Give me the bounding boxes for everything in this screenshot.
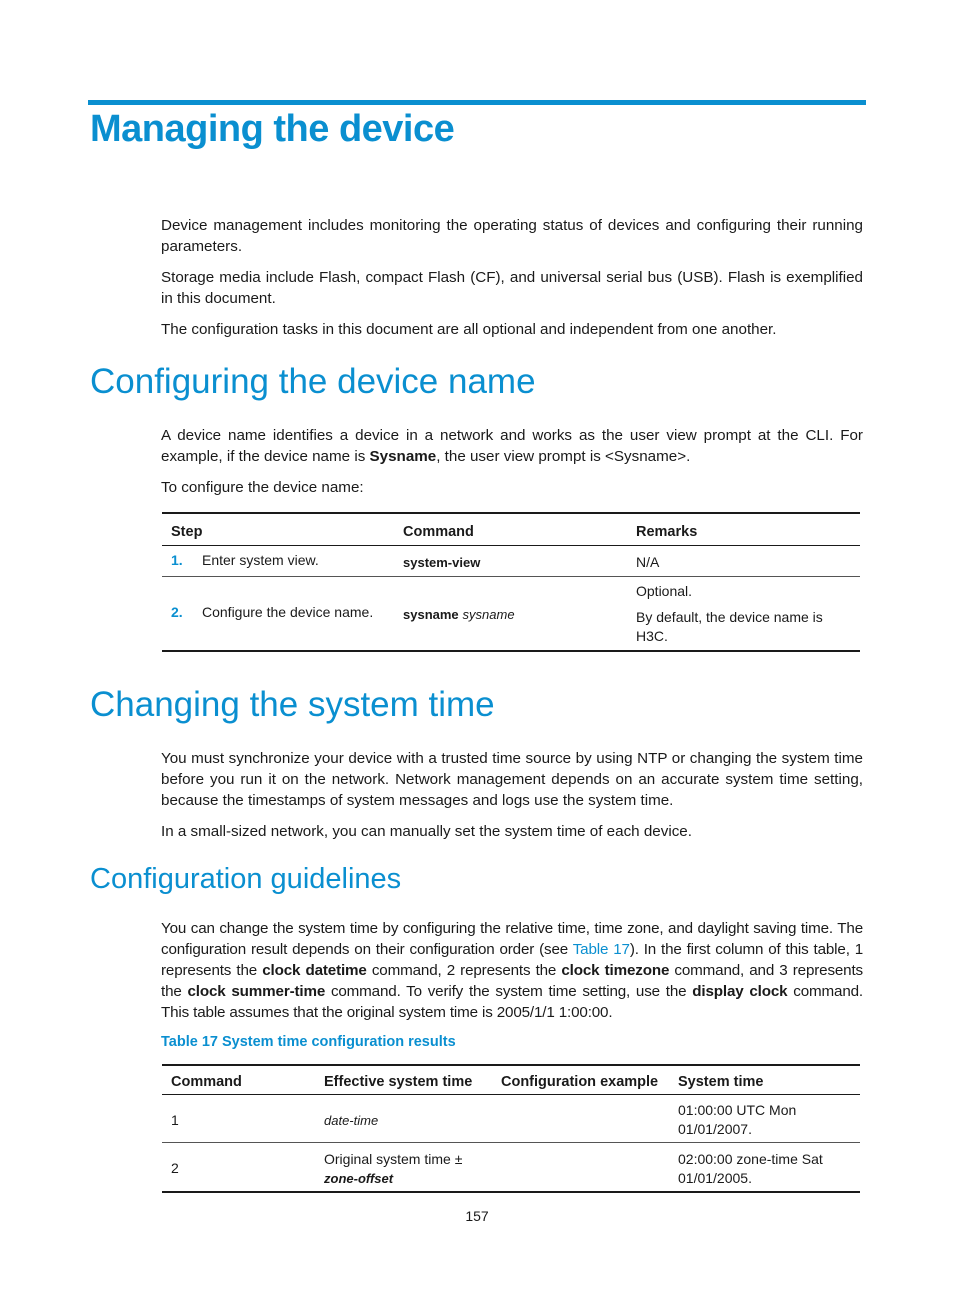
system-time-cell: 01:00:00 UTC Mon [678,1102,797,1118]
command-text: sysname sysname [403,607,515,622]
heading-top-bar [88,100,866,105]
chapter-title: Managing the device [90,108,455,150]
system-time-cell: 01/01/2005. [678,1170,752,1186]
command-text: system-view [403,555,481,570]
step-number: 2. [171,604,183,620]
col-header-command: Command [171,1074,242,1090]
section-title-system-time: Changing the system time [90,685,495,724]
effective-time-cell: zone-offset [324,1171,394,1186]
system-time-paragraph-2: In a small-sized network, you can manually set the system time of each device. [161,823,692,840]
remarks-text: N/A [636,554,660,570]
step-number: 1. [171,552,183,568]
col-header-config-example: Configuration example [501,1074,659,1090]
remarks-text: H3C. [636,628,668,644]
intro-paragraph-3: The configuration tasks in this document are all optional and independent from one another. [161,321,777,338]
subsection-title-guidelines: Configuration guidelines [90,863,402,895]
col-header-system-time: System time [678,1074,764,1090]
effective-time-cell: Original system time ± [324,1151,463,1167]
system-time-paragraph-1: You must synchronize your device with a trusted time source by using NTP or changing the system time before you run it on the network. Network management depends on an accurate system time setting, because the timestamps of system messages and logs use the system time. [161,750,863,809]
guidelines-paragraph: You can change the system time by configuring the relative time, time zone, and daylight saving time. The configuration result depends on their configuration order (see Table 17). In the first column of this table, 1 represents the clock datetime command, 2 represents the clock timezone command, and 3 represents the clock summer-time command. To verify the system time setting, use the display clock command. This table assumes that the original system time is 2005/1/1 1:00:00. [161,920,863,1021]
col-header-command: Command [403,524,474,540]
sysname-keyword: Sysname [369,448,437,465]
page-number: 157 [465,1208,489,1224]
system-time-cell: 01/01/2007. [678,1121,752,1137]
col-header-effective-time: Effective system time [324,1074,473,1090]
intro-paragraph-2: Storage media include Flash, compact Flash (CF), and universal serial bus (USB). Flash is exemplified in this document. [161,269,863,307]
command-cell: 1 [171,1112,179,1128]
device-name-paragraph: A device name identifies a device in a network and works as the user view prompt at the CLI. For example, if the device name is Sysname, the user view prompt is <Sysname>. [161,427,863,465]
table-caption: Table 17 System time configuration results [161,1034,456,1050]
col-header-step: Step [171,524,203,540]
section-title-device-name: Configuring the device name [90,362,536,401]
step-description: Enter system view. [202,552,319,568]
effective-time-cell: date-time [324,1113,379,1128]
remarks-text: By default, the device name is [636,609,823,625]
device-name-lead: To configure the device name: [161,479,364,496]
command-cell: 2 [171,1160,179,1176]
step-description: Configure the device name. [202,604,374,620]
remarks-text: Optional. [636,583,693,599]
table-17-link[interactable]: Table 17 [572,941,630,958]
intro-paragraph-1: Device management includes monitoring the operating status of devices and configuring their running parameters. [161,217,863,255]
system-time-cell: 02:00:00 zone-time Sat [678,1151,823,1167]
col-header-remarks: Remarks [636,524,698,540]
